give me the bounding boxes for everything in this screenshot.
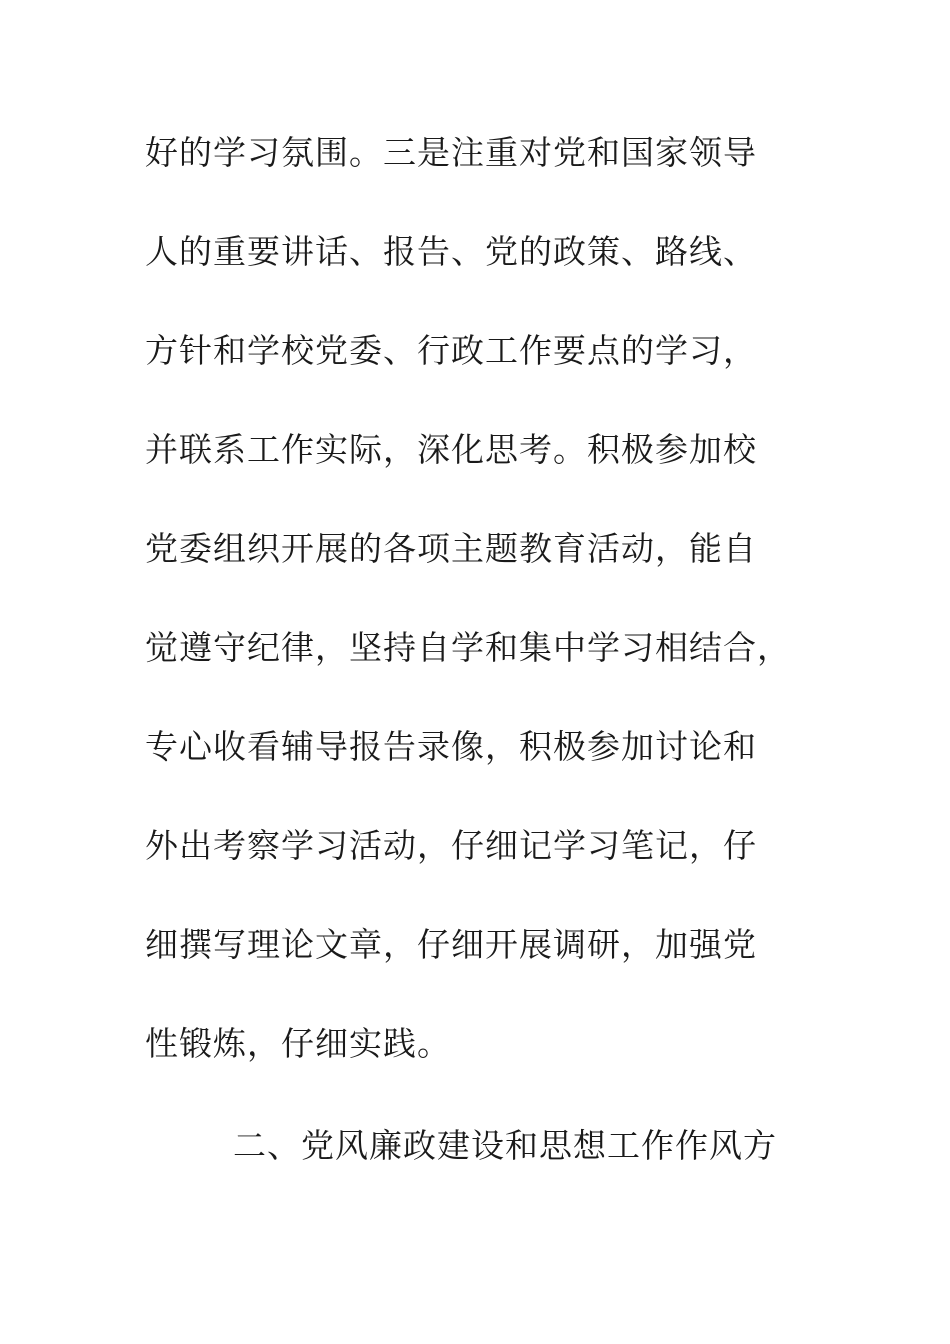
body-text-line-6: 觉遵守纪律，坚持自学和集中学习相结合，: [145, 628, 791, 667]
body-text-line-5: 党委组织开展的各项主题教育活动，能自: [145, 529, 757, 568]
body-text-line-1: 好的学习氛围。三是注重对党和国家领导: [145, 133, 757, 172]
body-text-line-7: 专心收看辅导报告录像，积极参加讨论和: [145, 727, 757, 766]
body-text-line-4: 并联系工作实际，深化思考。积极参加校: [145, 430, 757, 469]
section-heading: 二、党风廉政建设和思想工作作风方: [233, 1126, 777, 1165]
body-text-line-9: 细撰写理论文章，仔细开展调研，加强党: [145, 925, 757, 964]
body-text-line-2: 人的重要讲话、报告、党的政策、路线、: [145, 232, 757, 271]
body-text-line-10: 性锻炼，仔细实践。: [145, 1024, 451, 1063]
body-text-line-8: 外出考察学习活动，仔细记学习笔记，仔: [145, 826, 757, 865]
body-text-line-3: 方针和学校党委、行政工作要点的学习，: [145, 331, 757, 370]
